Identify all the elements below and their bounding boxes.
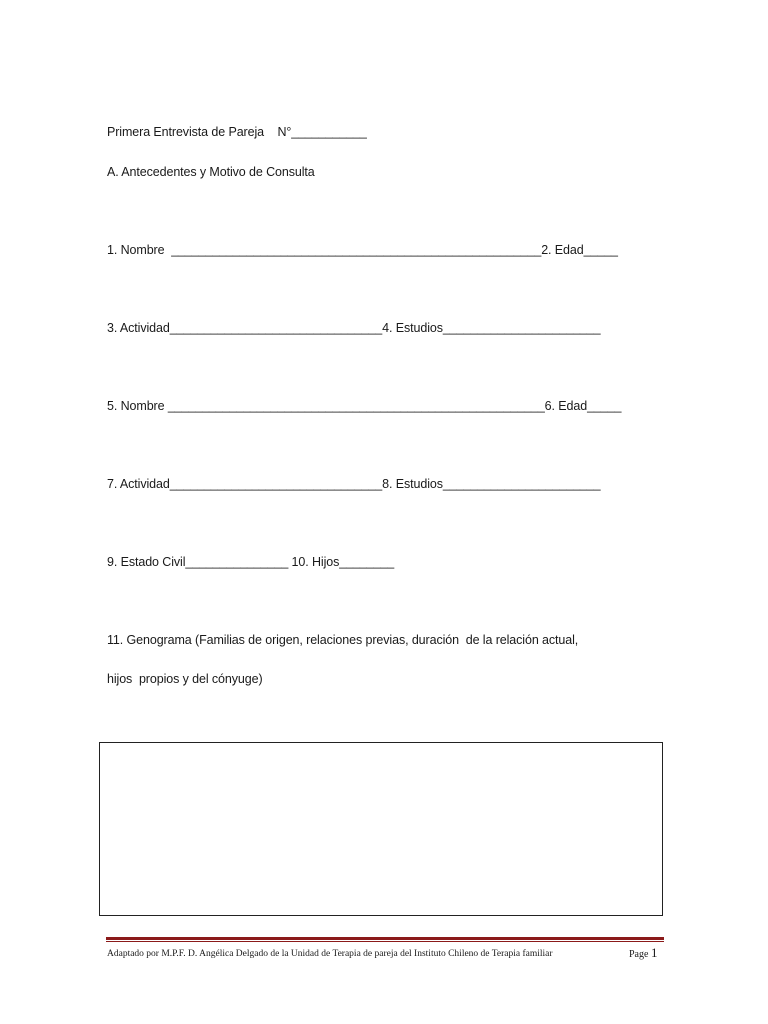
genograma-instruction-line-2: hijos propios y del cónyuge) [107, 672, 263, 686]
footer-credit: Adaptado por M.P.F. D. Angélica Delgado de la Unidad de Terapia de pareja del Instituto Chileno de Terapia familiar [107, 949, 553, 959]
footer-rule-thick [106, 937, 664, 940]
page-number [629, 946, 657, 962]
footer-rule-thin [106, 941, 664, 942]
field-estado-civil-hijos[interactable]: 9. Estado Civil_______________ 10. Hijos________ [107, 555, 395, 569]
field-actividad-estudios-1[interactable]: 3. Actividad_______________________________4. Estudios_______________________ [107, 321, 601, 335]
section-a-heading: A. Antecedentes y Motivo de Consulta [107, 165, 315, 179]
genograma-instruction-line-1: 11. Genograma (Familias de origen, relaciones previas, duración de la relación actual, [107, 633, 579, 647]
field-nombre-edad-1[interactable]: 1. Nombre ______________________________________________________2. Edad_____ [107, 243, 618, 257]
form-title: Primera Entrevista de Pareja N°___________ [107, 125, 367, 139]
field-actividad-estudios-2[interactable]: 7. Actividad_______________________________8. Estudios_______________________ [107, 477, 601, 491]
field-nombre-edad-2[interactable]: 5. Nombre _______________________________________________________6. Edad_____ [107, 399, 622, 413]
page-number-value: 1 [650, 945, 658, 960]
page-label: Page [629, 949, 649, 960]
genograma-box[interactable] [99, 742, 663, 916]
